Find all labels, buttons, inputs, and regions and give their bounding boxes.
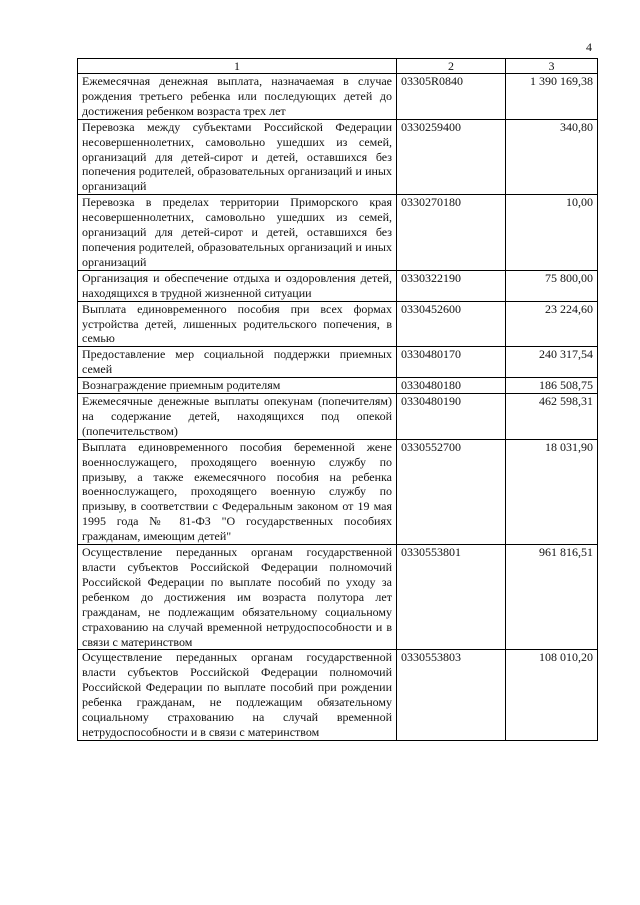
row-amount: 961 816,51 — [506, 545, 598, 650]
table-row — [78, 394, 598, 440]
row-code: 0330480180 — [397, 378, 506, 394]
row-amount: 340,80 — [506, 119, 598, 195]
row-amount: 462 598,31 — [506, 394, 598, 440]
table-row — [78, 119, 598, 195]
row-amount: 23 224,60 — [506, 301, 598, 347]
row-amount: 108 010,20 — [506, 650, 598, 740]
table-row — [78, 195, 598, 271]
row-code: 0330322190 — [397, 270, 506, 301]
table-body — [78, 74, 598, 741]
page-number: 4 — [586, 40, 592, 54]
row-description: Осуществление переданных органам государственной власти субъектов Российской Федерации полномочий Российской Федерации по выплате пособий по уходу за ребенком до достижения им возраста полутора лет гражданам, не подлежащим обязательному социальному страхованию на случай временной нетрудоспособности и в связи с материнством — [78, 545, 397, 650]
row-description: Предоставление мер социальной поддержки приемных семей — [78, 347, 397, 378]
row-amount: 186 508,75 — [506, 378, 598, 394]
row-code: 0330553801 — [397, 545, 506, 650]
row-description: Перевозка между субъектами Российской Федерации несовершеннолетних, самовольно ушедших из семей, организаций для детей-сирот и детей, оставшихся без попечения родителей, образовательных организаций и иных организаций — [78, 119, 397, 195]
row-code: 03305R0840 — [397, 74, 506, 120]
column-header-1: 1 — [78, 59, 397, 74]
row-amount: 18 031,90 — [506, 439, 598, 544]
table-row — [78, 439, 598, 544]
table-row — [78, 347, 598, 378]
table-row — [78, 74, 598, 120]
row-description: Осуществление переданных органам государственной власти субъектов Российской Федерации полномочий Российской Федерации по выплате пособий при рождении ребенка гражданам, не подлежащим обязательному социальному страхованию на случай временной нетрудоспособности и в связи с материнством — [78, 650, 397, 740]
table-row — [78, 378, 598, 394]
table-row — [78, 545, 598, 650]
table-row — [78, 301, 598, 347]
row-amount: 1 390 169,38 — [506, 74, 598, 120]
row-code: 0330452600 — [397, 301, 506, 347]
budget-table — [77, 58, 598, 741]
row-description: Вознаграждение приемным родителям — [78, 378, 397, 394]
row-description: Выплата единовременного пособия беременной жене военнослужащего, проходящего военную службу по призыву, а также ежемесячного пособия на ребенка военнослужащего, проходящего военную службу по призыву, в соответствии с Федеральным законом от 19 мая 1995 года № 81-ФЗ "О государственных пособиях гражданам, имеющим детей" — [78, 439, 397, 544]
row-description: Перевозка в пределах территории Приморского края несовершеннолетних, самовольно ушедших из семей, организаций для детей-сирот и детей, оставшихся без попечения родителей, образовательных организаций и иных организаций — [78, 195, 397, 271]
row-description: Выплата единовременного пособия при всех формах устройства детей, лишенных родительского попечения, в семью — [78, 301, 397, 347]
table-header-row — [78, 59, 598, 74]
row-code: 0330480190 — [397, 394, 506, 440]
row-amount: 75 800,00 — [506, 270, 598, 301]
row-code: 0330552700 — [397, 439, 506, 544]
table-row — [78, 270, 598, 301]
row-description: Организация и обеспечение отдыха и оздоровления детей, находящихся в трудной жизненной ситуации — [78, 270, 397, 301]
row-description: Ежемесячные денежные выплаты опекунам (попечителям) на содержание детей, находящихся под опекой (попечительством) — [78, 394, 397, 440]
column-header-2: 2 — [397, 59, 506, 74]
row-code: 0330553803 — [397, 650, 506, 740]
row-code: 0330259400 — [397, 119, 506, 195]
row-code: 0330480170 — [397, 347, 506, 378]
row-amount: 240 317,54 — [506, 347, 598, 378]
row-description: Ежемесячная денежная выплата, назначаемая в случае рождения третьего ребенка или последующих детей до достижения ребенком возраста трех лет — [78, 74, 397, 120]
row-code: 0330270180 — [397, 195, 506, 271]
table-row — [78, 650, 598, 740]
column-header-3: 3 — [506, 59, 598, 74]
row-amount: 10,00 — [506, 195, 598, 271]
